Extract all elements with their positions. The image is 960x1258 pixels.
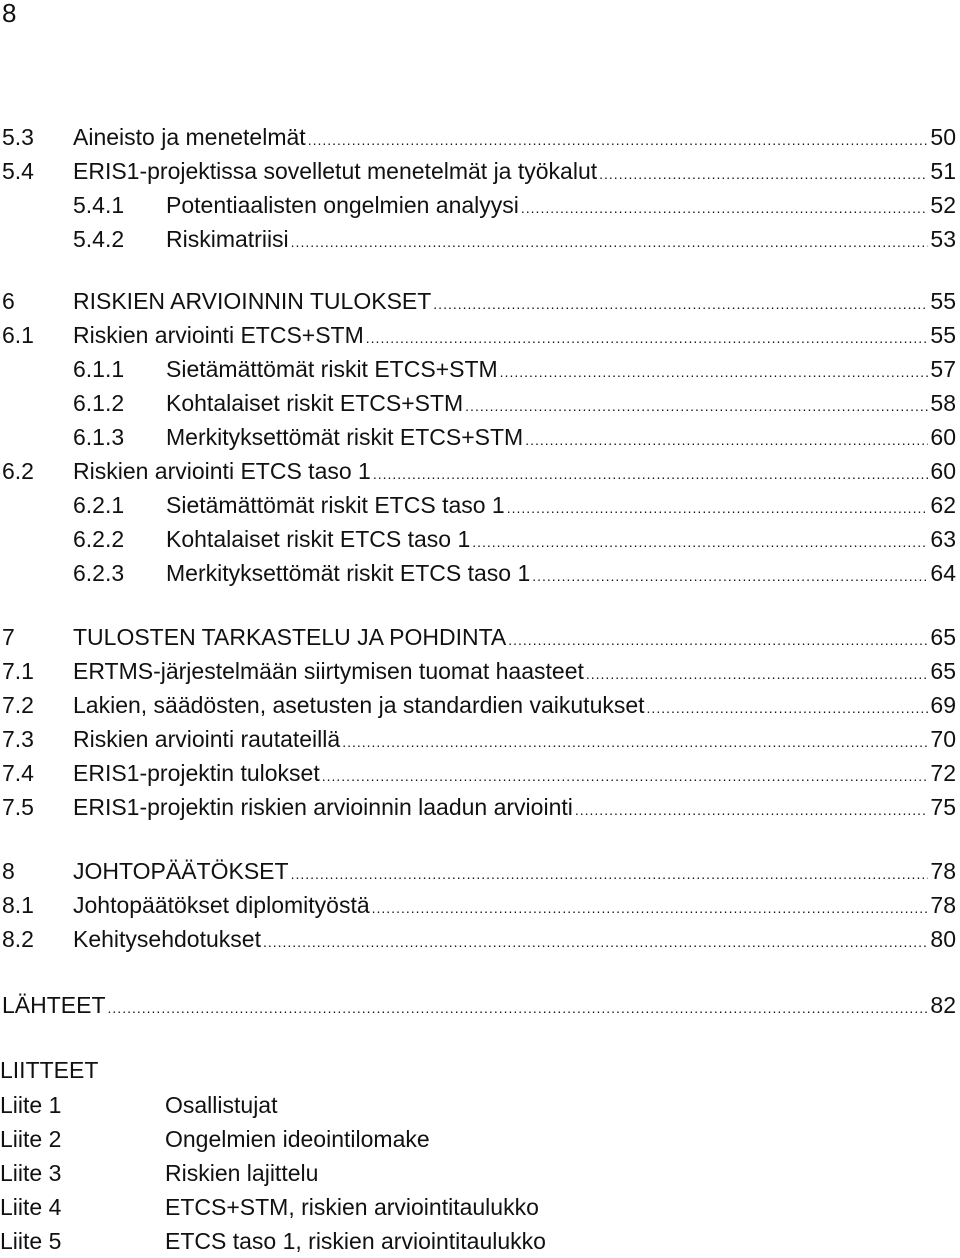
dot-leader bbox=[507, 491, 929, 525]
toc-entry-number: 6.2.2 bbox=[73, 526, 125, 552]
dot-leader bbox=[472, 525, 928, 559]
toc-entry-page: 60 bbox=[930, 424, 956, 450]
toc-entry[interactable] bbox=[0, 522, 960, 556]
toc-entry[interactable] bbox=[0, 386, 960, 420]
dot-leader bbox=[291, 857, 929, 891]
toc-entry-number: 8.2 bbox=[2, 926, 34, 952]
toc-entry-number: 6.1 bbox=[2, 322, 34, 348]
toc-entry-page: 57 bbox=[930, 356, 956, 382]
toc-entry-title: Riskien arviointi rautateillä bbox=[73, 726, 341, 752]
toc-entry-title: Kohtalaiset riskit ETCS+STM bbox=[166, 390, 464, 416]
toc-entry-page: 58 bbox=[930, 390, 956, 416]
toc-entry-page: 51 bbox=[930, 158, 956, 184]
dot-leader bbox=[308, 123, 929, 157]
toc-entry[interactable] bbox=[0, 154, 960, 188]
page-number: 8 bbox=[2, 0, 17, 28]
appendix-label: Liite 1 bbox=[0, 1092, 62, 1118]
toc-entry-number: 5.4.2 bbox=[73, 226, 125, 252]
dot-leader bbox=[647, 691, 929, 725]
toc-entry[interactable] bbox=[0, 854, 960, 888]
appendices-heading: LIITTEET bbox=[0, 1057, 99, 1083]
dot-leader bbox=[108, 991, 929, 1025]
toc-entry-title: Merkityksettömät riskit ETCS+STM bbox=[166, 424, 524, 450]
toc-entry[interactable] bbox=[0, 756, 960, 790]
toc-entry-number: 7 bbox=[2, 624, 15, 650]
toc-entry[interactable] bbox=[0, 790, 960, 824]
toc-entry-page: 53 bbox=[930, 226, 956, 252]
toc-entry-number: 8.1 bbox=[2, 892, 34, 918]
dot-leader bbox=[433, 287, 928, 321]
toc-entry-number: 5.4.1 bbox=[73, 192, 125, 218]
toc-entry-page: 78 bbox=[930, 892, 956, 918]
toc-entry-page: 69 bbox=[930, 692, 956, 718]
appendix-title: Ongelmien ideointilomake bbox=[165, 1126, 430, 1152]
toc-entry-page: 82 bbox=[930, 992, 956, 1018]
toc-entry-number: 6.1.2 bbox=[73, 390, 125, 416]
dot-leader bbox=[525, 423, 928, 457]
toc-entry[interactable] bbox=[0, 188, 960, 222]
toc-entry-number: 7.4 bbox=[2, 760, 34, 786]
toc-entry[interactable] bbox=[0, 222, 960, 256]
toc-entry-title: ERIS1-projektissa sovelletut menetelmät ja työkalut bbox=[73, 158, 598, 184]
toc-entry-page: 80 bbox=[930, 926, 956, 952]
dot-leader bbox=[263, 925, 928, 959]
toc-entry-title: JOHTOPÄÄTÖKSET bbox=[73, 858, 289, 884]
toc-entry-title: ERIS1-projektin riskien arvioinnin laadun arviointi bbox=[73, 794, 573, 820]
toc-entry-page: 63 bbox=[930, 526, 956, 552]
toc-entry-page: 75 bbox=[930, 794, 956, 820]
toc-entry-page: 72 bbox=[930, 760, 956, 786]
dot-leader bbox=[586, 657, 929, 691]
appendix-label: Liite 3 bbox=[0, 1160, 62, 1186]
toc-entry-title: Riskien arviointi ETCS taso 1 bbox=[73, 458, 371, 484]
toc-entry-title: TULOSTEN TARKASTELU JA POHDINTA bbox=[73, 624, 507, 650]
toc-entry-page: 78 bbox=[930, 858, 956, 884]
toc-entry-number: 5.3 bbox=[2, 124, 34, 150]
toc-entry-title: ERIS1-projektin tulokset bbox=[73, 760, 320, 786]
toc-entry[interactable] bbox=[0, 318, 960, 352]
toc-entry-title: Riskimatriisi bbox=[166, 226, 289, 252]
toc-entry-page: 52 bbox=[930, 192, 956, 218]
toc-entry[interactable] bbox=[0, 988, 960, 1022]
dot-leader bbox=[372, 891, 929, 925]
toc-entry[interactable] bbox=[0, 420, 960, 454]
toc-entry-title: Riskien arviointi ETCS+STM bbox=[73, 322, 364, 348]
toc-entry-number: 6.2.3 bbox=[73, 560, 125, 586]
toc-entry-page: 60 bbox=[930, 458, 956, 484]
toc-entry-title: Sietämättömät riskit ETCS+STM bbox=[166, 356, 498, 382]
toc-entry-number: 7.3 bbox=[2, 726, 34, 752]
dot-leader bbox=[532, 559, 928, 593]
dot-leader bbox=[500, 355, 929, 389]
dot-leader bbox=[521, 191, 929, 225]
toc-entry-title: Potentiaalisten ongelmien analyysi bbox=[166, 192, 519, 218]
toc-entry[interactable] bbox=[0, 454, 960, 488]
toc-entry-page: 55 bbox=[930, 322, 956, 348]
toc-entry[interactable] bbox=[0, 556, 960, 590]
toc-entry[interactable] bbox=[0, 654, 960, 688]
dot-leader bbox=[373, 457, 929, 491]
toc-entry-title: LÄHTEET bbox=[2, 992, 106, 1018]
toc-entry-title: ERTMS-järjestelmään siirtymisen tuomat haasteet bbox=[73, 658, 584, 684]
toc-entry[interactable] bbox=[0, 120, 960, 154]
toc-entry[interactable] bbox=[0, 488, 960, 522]
dot-leader bbox=[599, 157, 928, 191]
toc-entry-page: 50 bbox=[930, 124, 956, 150]
toc-entry-page: 62 bbox=[930, 492, 956, 518]
toc-entry-page: 70 bbox=[930, 726, 956, 752]
toc-entry[interactable] bbox=[0, 688, 960, 722]
toc-entry-number: 6.1.3 bbox=[73, 424, 125, 450]
toc-entry[interactable] bbox=[0, 888, 960, 922]
toc-entry-number: 6 bbox=[2, 288, 15, 314]
toc-entry-number: 8 bbox=[2, 858, 15, 884]
toc-entry[interactable] bbox=[0, 620, 960, 654]
toc-entry-title: Sietämättömät riskit ETCS taso 1 bbox=[166, 492, 505, 518]
toc-entry-title: Johtopäätökset diplomityöstä bbox=[73, 892, 370, 918]
toc-entry-number: 6.2 bbox=[2, 458, 34, 484]
toc-entry-page: 65 bbox=[930, 624, 956, 650]
toc-entry-number: 5.4 bbox=[2, 158, 34, 184]
dot-leader bbox=[322, 759, 929, 793]
toc-entry-number: 7.5 bbox=[2, 794, 34, 820]
toc-entry[interactable] bbox=[0, 352, 960, 386]
dot-leader bbox=[342, 725, 928, 759]
toc-entry-number: 7.1 bbox=[2, 658, 34, 684]
toc-entry-title: Kohtalaiset riskit ETCS taso 1 bbox=[166, 526, 471, 552]
toc-entry-page: 55 bbox=[930, 288, 956, 314]
toc-entry-number: 7.2 bbox=[2, 692, 34, 718]
toc-entry-title: RISKIEN ARVIOINNIN TULOKSET bbox=[73, 288, 432, 314]
appendix-title: Osallistujat bbox=[165, 1092, 278, 1118]
toc-entry[interactable] bbox=[0, 722, 960, 756]
appendix-label: Liite 5 bbox=[0, 1228, 62, 1254]
toc-entry-page: 64 bbox=[930, 560, 956, 586]
appendix-title: ETCS+STM, riskien arviointitaulukko bbox=[165, 1194, 539, 1220]
toc-entry[interactable] bbox=[0, 922, 960, 956]
dot-leader bbox=[366, 321, 929, 355]
dot-leader bbox=[465, 389, 928, 423]
appendix-label: Liite 2 bbox=[0, 1126, 62, 1152]
toc-entry-number: 6.2.1 bbox=[73, 492, 125, 518]
appendix-title: ETCS taso 1, riskien arviointitaulukko bbox=[165, 1228, 546, 1254]
toc-entry-page: 65 bbox=[930, 658, 956, 684]
appendix-title: Riskien lajittelu bbox=[165, 1160, 319, 1186]
dot-leader bbox=[575, 793, 929, 827]
toc-entry-number: 6.1.1 bbox=[73, 356, 125, 382]
toc-entry[interactable] bbox=[0, 284, 960, 318]
toc-entry-title: Merkityksettömät riskit ETCS taso 1 bbox=[166, 560, 531, 586]
toc-entry-title: Aineisto ja menetelmät bbox=[73, 124, 306, 150]
dot-leader bbox=[508, 623, 928, 657]
dot-leader bbox=[291, 225, 929, 259]
toc-entry-title: Kehitysehdotukset bbox=[73, 926, 261, 952]
appendix-label: Liite 4 bbox=[0, 1194, 62, 1220]
toc-entry-title: Lakien, säädösten, asetusten ja standardien vaikutukset bbox=[73, 692, 645, 718]
